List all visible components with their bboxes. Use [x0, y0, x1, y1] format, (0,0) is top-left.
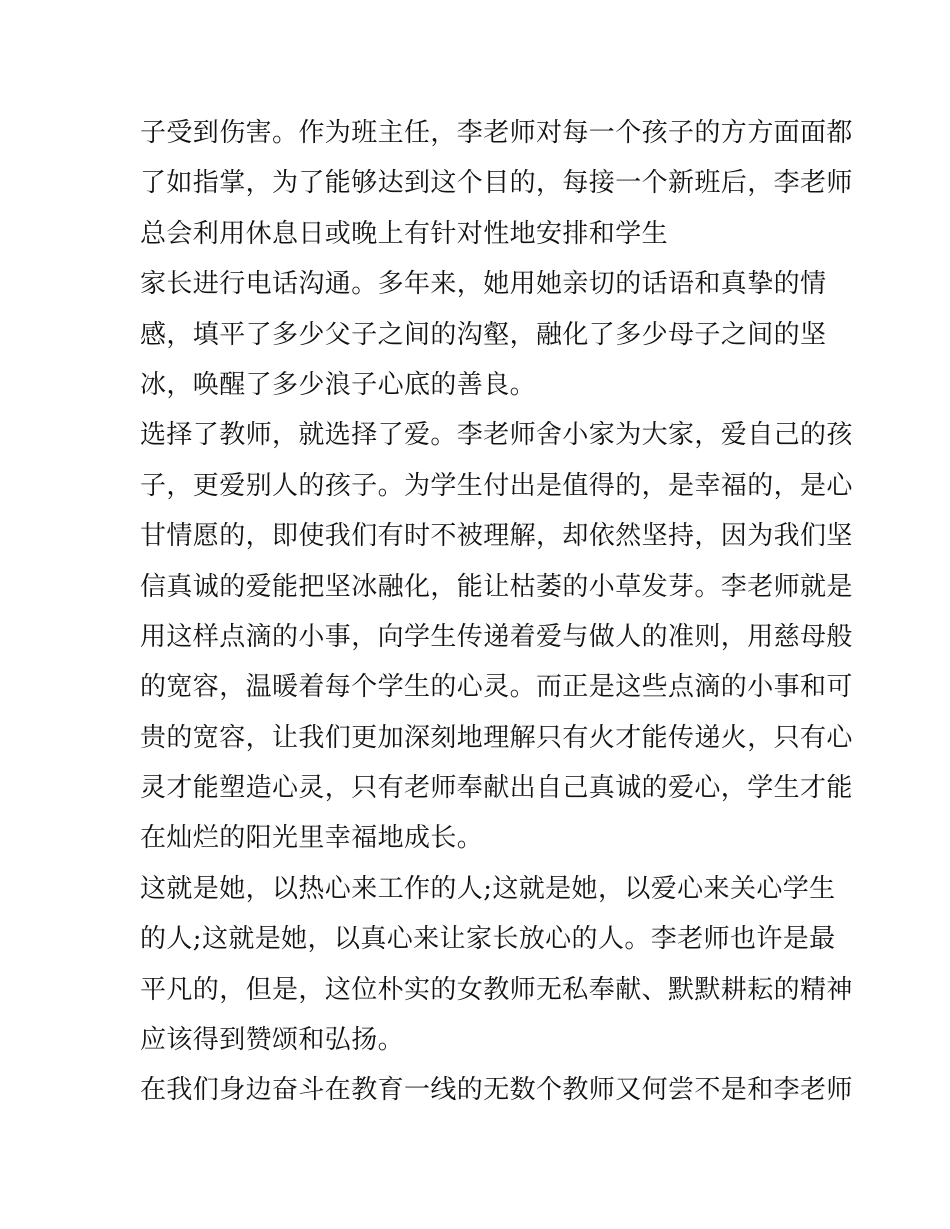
text-line: 感，填平了多少父子之间的沟壑，融化了多少母子之间的坚	[140, 319, 827, 350]
text-line: 在灿烂的阳光里幸福地成长。	[140, 823, 484, 854]
text-line: 贵的宽容，让我们更加深刻地理解只有火才能传递火，只有心	[140, 722, 853, 753]
text-line: 子，更爱别人的孩子。为学生付出是值得的，是幸福的，是心	[140, 470, 853, 501]
text-line: 家长进行电话沟通。多年来，她用她亲切的话语和真挚的情	[140, 269, 827, 300]
text-line: 信真诚的爱能把坚冰融化，能让枯萎的小草发芽。李老师就是	[140, 571, 853, 602]
text-line: 这就是她，以热心来工作的人;这就是她，以爱心来关心学生	[140, 873, 836, 904]
text-line: 选择了教师，就选择了爱。李老师舍小家为大家，爱自己的孩	[140, 420, 853, 451]
text-line: 甘情愿的，即使我们有时不被理解，却依然坚持，因为我们坚	[140, 521, 853, 552]
text-line: 的宽容，温暖着每个学生的心灵。而正是这些点滴的小事和可	[140, 672, 853, 703]
text-line: 用这样点滴的小事，向学生传递着爱与做人的准则，用慈母般	[140, 621, 853, 652]
text-line: 灵才能塑造心灵，只有老师奉献出自己真诚的爱心，学生才能	[140, 773, 853, 804]
text-line: 了如指掌，为了能够达到这个目的，每接一个新班后，李老师	[140, 168, 853, 199]
text-line: 应该得到赞颂和弘扬。	[140, 1025, 405, 1056]
text-line: 在我们身边奋斗在教育一线的无数个教师又何尝不是和李老师	[140, 1075, 853, 1106]
text-line: 冰，唤醒了多少浪子心底的善良。	[140, 369, 537, 400]
text-line: 的人;这就是她，以真心来让家长放心的人。李老师也许是最	[140, 924, 836, 955]
text-line: 子受到伤害。作为班主任，李老师对每一个孩子的方方面面都	[140, 118, 853, 148]
text-line: 总会利用休息日或晚上有针对性地安排和学生	[140, 218, 669, 249]
text-line: 平凡的，但是，这位朴实的女教师无私奉献、默默耕耘的精神	[140, 974, 853, 1005]
body-text	[140, 108, 853, 1116]
